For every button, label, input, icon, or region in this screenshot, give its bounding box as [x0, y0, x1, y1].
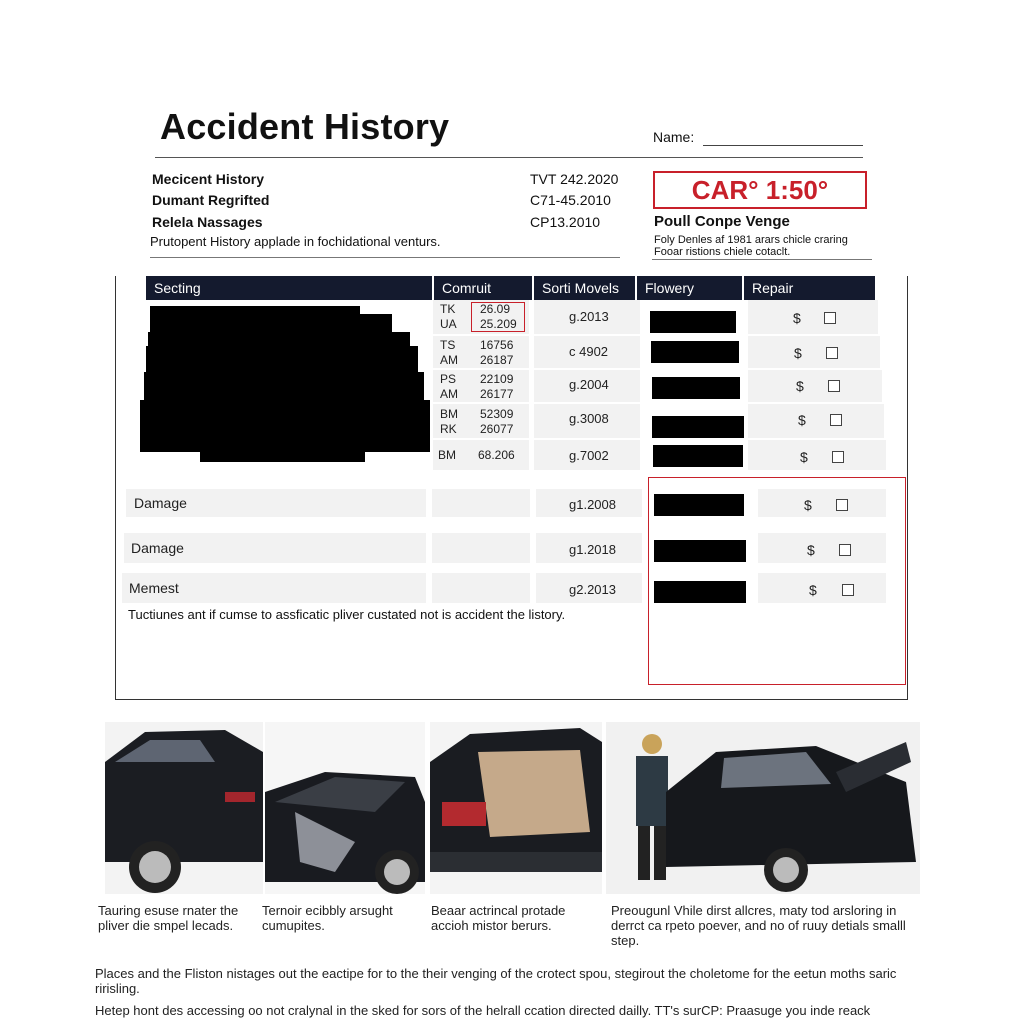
page-title: Accident History [160, 106, 450, 147]
redacted-text [340, 314, 392, 332]
row-number: 52309 26077 [480, 407, 514, 436]
car-rear-icon [105, 722, 263, 894]
row-code: TS AM [440, 338, 458, 367]
cell-bg [748, 336, 880, 368]
redacted-text [652, 377, 740, 399]
row-code: BM [438, 448, 456, 462]
cell-bg [432, 489, 530, 517]
row-year: g2.2013 [569, 582, 616, 597]
row-year: g1.2018 [569, 542, 616, 557]
table-note: Tuctiunes ant if cumse to assficatic pliver custated not is accident the listory. [128, 607, 566, 622]
row-dollar: $ [800, 449, 808, 465]
column-header[interactable]: Comruit [434, 276, 534, 300]
cell-bg [432, 533, 530, 563]
column-header[interactable]: Repair [752, 280, 794, 296]
right-title: Poull Conpe Venge [654, 213, 790, 230]
row-year: g1.2008 [569, 497, 616, 512]
row-code: BM RK [440, 407, 458, 436]
paragraph: Places and the Fliston nistages out the eactipe for to the their venging of the crotect spou, stegirout the choletome for the eetun moths saric ririsling. [95, 966, 897, 996]
row-dollar: $ [809, 582, 817, 598]
highlight-box [648, 477, 906, 685]
cell-bg [748, 300, 878, 334]
meta-label: Dumant Regrifted [152, 192, 270, 208]
row-dollar: $ [807, 542, 815, 558]
meta-label: Mecicent History [152, 171, 265, 187]
name-label: Name: [653, 129, 695, 145]
row-label: Damage [131, 540, 184, 556]
redacted-text [652, 416, 744, 438]
row-year: c 4902 [569, 344, 609, 359]
checkbox[interactable] [828, 380, 840, 392]
row-label: Damage [134, 495, 187, 511]
row-code: TK UA [440, 302, 457, 331]
row-dollar: $ [796, 378, 804, 394]
column-header[interactable]: Secting [146, 276, 434, 300]
cell-bg [432, 573, 530, 603]
row-number: 22109 26177 [480, 372, 514, 401]
row-year: g.2004 [569, 377, 609, 392]
column-header[interactable]: Flowery [637, 276, 744, 300]
row-year: g.3008 [569, 411, 609, 426]
checkbox[interactable] [832, 451, 844, 463]
table-header [146, 276, 875, 300]
divider [150, 257, 620, 258]
car-damaged-front-icon [265, 722, 425, 894]
meta-date: C71-45.2010 [530, 192, 611, 208]
photo-caption: Ternoir ecibbly arsught cumupites. [262, 903, 393, 933]
row-dollar: $ [794, 345, 802, 361]
row-year: g.2013 [569, 309, 609, 324]
row-label: Memest [129, 580, 179, 596]
cell-bg [748, 370, 882, 402]
row-dollar: $ [798, 412, 806, 428]
meta-label: Relela Nassages [152, 214, 263, 230]
checkbox[interactable] [824, 312, 836, 324]
divider [155, 157, 863, 158]
paragraph: Hetep hont des accessing oo not cralynal in the sked for sors of the helrall ccation directed dailly. TT's surCP: Praasuge you inde reack [95, 1003, 871, 1018]
row-dollar: $ [793, 310, 801, 326]
row-number: 68.206 [478, 448, 515, 462]
mechanic-with-car-icon [606, 722, 920, 894]
car-open-trunk-icon [430, 722, 602, 894]
redacted-text [651, 341, 739, 363]
redacted-text [150, 306, 360, 332]
name-field-line[interactable] [703, 145, 863, 146]
checkbox[interactable] [826, 347, 838, 359]
right-note: Foly Denles af 1981 arars chicle craring Fooar ristions chiele cotaclt. [654, 234, 848, 258]
car-stamp: CAR° 1:50° [653, 171, 867, 209]
checkbox[interactable] [830, 414, 842, 426]
row-code: PS AM [440, 372, 458, 401]
row-dollar: $ [804, 497, 812, 513]
column-header[interactable]: Sorti Movels [534, 276, 637, 300]
photo-caption: Preougunl Vhile dirst allcres, maty tod arsloring in derrct ca rpeto poever, and no of ruuy detials smalll step. [611, 903, 906, 948]
meta-note: Prutopent History applade in fochidational venturs. [150, 234, 441, 249]
row-year: g.7002 [569, 448, 609, 463]
photo-caption: Tauring esuse rnater the pliver die smpel lecads. [98, 903, 239, 933]
cell-bg [748, 404, 884, 438]
meta-date: TVT 242.2020 [530, 171, 619, 187]
divider [652, 259, 872, 260]
redacted-text [200, 440, 365, 462]
row-number: 26.09 25.209 [480, 302, 517, 331]
meta-date: CP13.2010 [530, 214, 601, 230]
redacted-text [650, 311, 736, 333]
photo-caption: Beaar actrincal protade accioh mistor berurs. [431, 903, 566, 933]
cell-bg [748, 440, 886, 470]
redacted-text [653, 445, 743, 467]
row-number: 16756 26187 [480, 338, 514, 367]
